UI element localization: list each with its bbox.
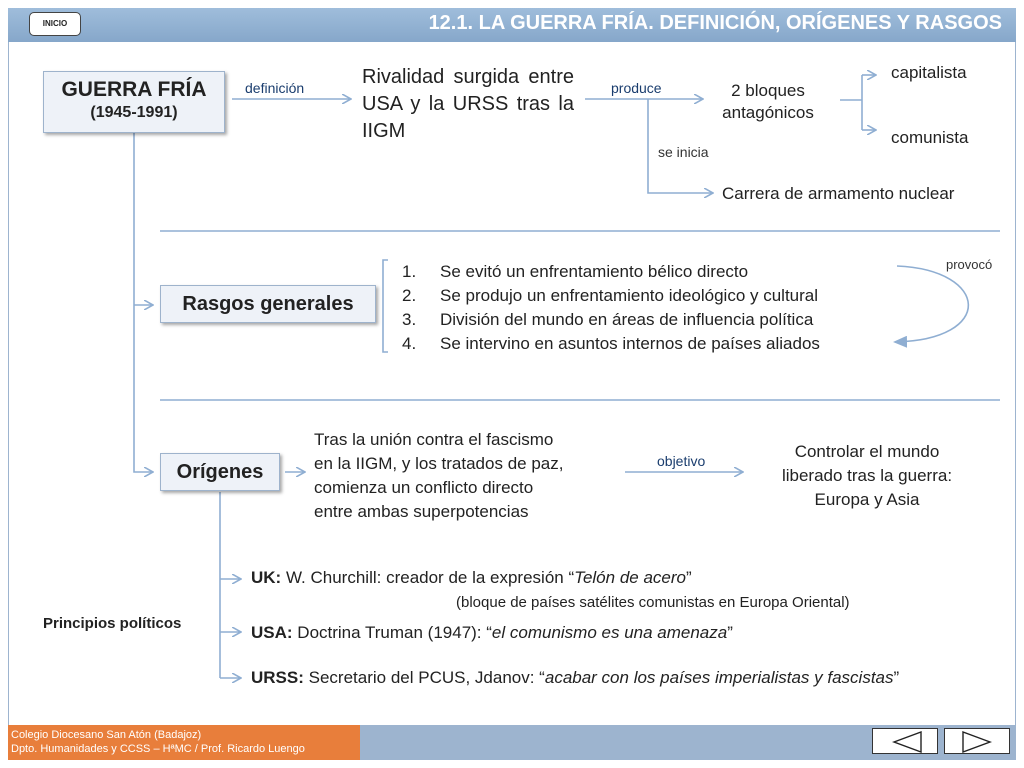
main-concept-box [43,71,225,133]
page-title: 12.1. LA GUERRA FRÍA. DEFINICIÓN, ORÍGENES Y RASGOS [428,12,1002,34]
list-item: 4. Se intervino en asuntos internos de países aliados [402,334,820,353]
definition-text: Rivalidad surgida entre USA y la URSS tras la IIGM [362,66,574,142]
list-item: 3. División del mundo en áreas de influencia política [402,310,814,329]
home-button[interactable]: INICIO [29,12,81,36]
origins-text: Tras la unión contra el fascismo en la IIGM, y los tratados de paz, comienza un conflicto directo entre ambas superpotencias [314,430,564,521]
previous-button[interactable] [872,728,938,754]
triangle-right-icon [945,729,1011,755]
starts-label: se inicia [658,144,709,160]
main-concept-years: (1945-1991) [90,104,178,121]
footer-credits [8,725,360,760]
objective-label: objetivo [657,453,706,469]
list-item: 1. Se evitó un enfrentamiento bélico directo [402,262,749,281]
origins-box [160,453,280,491]
list-item: 2. Se produjo un enfrentamiento ideológico y cultural [402,286,819,305]
principle-uk-note: (bloque de países satélites comunistas en Europa Oriental) [456,594,850,611]
features-box [160,285,376,323]
bloc-communist: comunista [891,128,969,147]
triangle-left-icon [873,729,939,755]
features-box-label: Rasgos generales [182,293,354,315]
next-button[interactable] [944,728,1010,754]
origins-goal: Controlar el mundo liberado tras la guerra: Europa y Asia [781,442,953,509]
principles-label: Principios políticos [43,615,182,632]
principle-usa: USA: Doctrina Truman (1947): “el comunismo es una amenaza” [251,623,733,642]
principle-uk: UK: W. Churchill: creador de la expresión “Telón de acero” [251,568,692,587]
features-list [402,260,820,356]
definition-link-label: definición [245,80,305,96]
bloc-capitalist: capitalista [891,63,967,82]
main-concept-title: GUERRA FRÍA [61,78,207,101]
arms-race-text: Carrera de armamento nuclear [722,184,955,203]
origins-box-label: Orígenes [176,461,264,483]
principle-urss: URSS: Secretario del PCUS, Jdanov: “acabar con los países imperialistas y fascistas” [251,668,900,687]
blocs-text: 2 bloques antagónicos [722,81,814,122]
produce-label: produce [611,80,662,96]
footer-line-2: Dpto. Humanidades y CCSS – HªMC / Prof. Ricardo Luengo [11,743,305,755]
footer-line-1: Colegio Diocesano San Atón (Badajoz) [11,729,202,741]
caused-label: provocó [946,257,993,272]
